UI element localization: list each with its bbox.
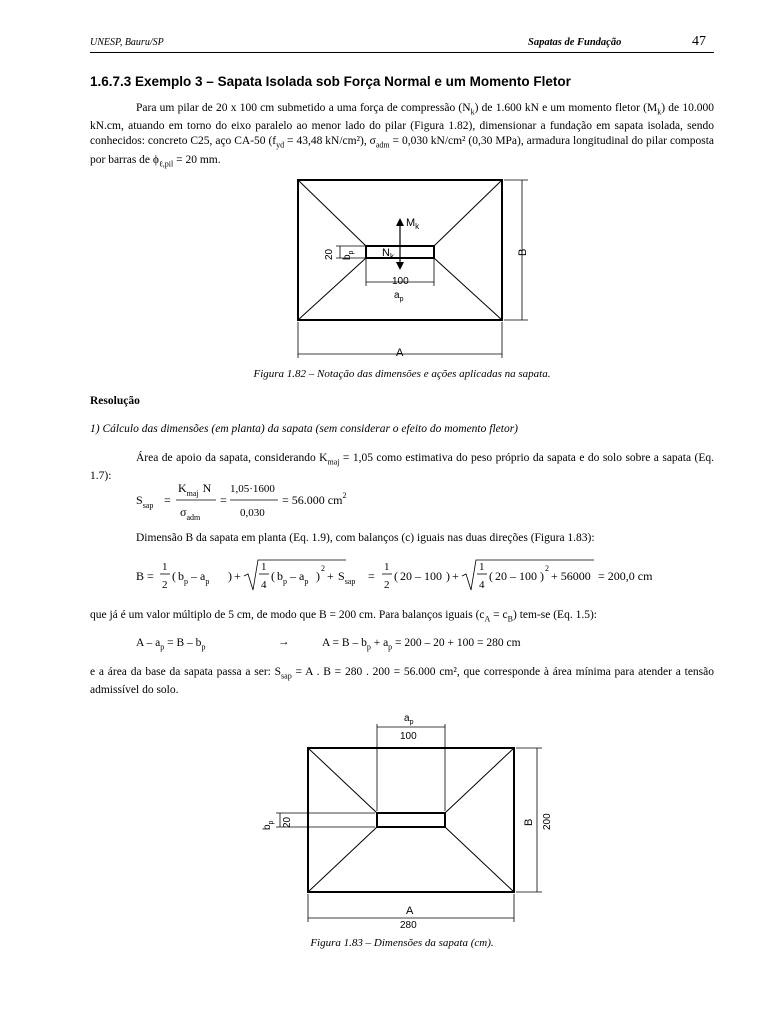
svg-text:20 – 100: 20 – 100 <box>400 569 442 583</box>
a-value-label: 280 <box>400 920 417 931</box>
equation-dimension-b <box>136 556 653 598</box>
svg-text:1: 1 <box>384 561 390 573</box>
dimension-a-label: A <box>396 347 404 359</box>
svg-text:(: ( <box>394 569 398 583</box>
svg-text:2: 2 <box>162 579 168 591</box>
svg-text:1,05·1600: 1,05·1600 <box>230 483 275 495</box>
svg-text:1: 1 <box>162 561 168 573</box>
header-rule <box>90 52 714 53</box>
moment-label: $M_k$ <box>406 217 420 231</box>
svg-text:+: + <box>327 569 334 583</box>
svg-text:+ 56000: + 56000 <box>551 569 591 583</box>
svg-text:=: = <box>220 493 227 507</box>
svg-text:4: 4 <box>261 579 267 591</box>
section-title: 1.6.7.3 Exemplo 3 – Sapata Isolada sob Força Normal e um Momento Fletor <box>90 74 571 89</box>
base-area-paragraph: e a área da base da sapata passa a ser: $S_{sap} = A$ . B = 280 . 200 = 56.000 cm², que corresponde à área mínima para atender a tensão admissível do solo. <box>90 666 715 697</box>
svg-text:20 – 100: 20 – 100 <box>495 569 537 583</box>
intro-paragraph: Para um pilar de 20 x 100 cm submetido a uma força de compressão $(N_k)$ de 1.600 kN e um momento fletor $(M_k)$ de 10.000 kN.cm, atuando em torno do eixo paralelo ao menor lado do pilar (Figura 1.82), dimensionar a fundação em sapata isolada, sendo conhecidos: concreto C25, aço CA-50 ($f_{yd} = 43,48$ kN/cm²), $\sigma_{adm} = 0,030$ kN/cm² (0,30 MPa), armadura longitudinal do pilar composta por barras de $\phi_{\ell,pil} = 20$ mm. <box>90 102 715 168</box>
area-paragraph: Área de apoio da sapata, considerando $K_{maj} = 1,05$ como estimativa do peso próprio da sapata e do solo sobre a sapata (Eq. 1.7): <box>90 452 714 483</box>
svg-text:1: 1 <box>479 561 485 573</box>
step-1-heading: 1) Cálculo das dimensões (em planta) da sapata (sem considerar o efeito do momento fletor) <box>90 423 518 435</box>
svg-text:4: 4 <box>479 579 485 591</box>
svg-text:(: ( <box>489 569 493 583</box>
page-number: 47 <box>692 34 706 49</box>
ap-value-label: 100 <box>400 731 417 742</box>
svg-text:): ) <box>316 569 320 583</box>
svg-text:Ssap: $S_{sap}$ <box>338 569 356 586</box>
svg-text:2: 2 <box>321 564 325 573</box>
bp-value-label: 20 <box>282 816 293 828</box>
svg-text:= 200,0 cm: = 200,0 cm <box>598 569 653 583</box>
svg-text:2: 2 <box>545 564 549 573</box>
svg-text:1: 1 <box>261 561 267 573</box>
dimension-b-label: B <box>517 248 529 256</box>
svg-text:= 56.000 cm2: = 56.000 $cm^2$ <box>282 491 347 507</box>
svg-text:2: 2 <box>384 579 390 591</box>
multiple-paragraph: que já é um valor múltiplo de 5 cm, de modo que B = 200 cm. Para balanços iguais $(c_A = c_B)$ tem-se (Eq. 1.5): <box>90 609 597 624</box>
a-label: A <box>406 905 414 917</box>
svg-text:+: + <box>234 569 241 583</box>
pillar-bp-label: $b_p$ <box>342 250 355 260</box>
svg-text:bp – ap: $b_p - a_p$ <box>178 569 210 586</box>
figure-1-83-diagram <box>250 710 560 932</box>
ap-label: $a_p$ <box>404 713 414 726</box>
svg-text:): ) <box>228 569 232 583</box>
svg-text:Ssap: $S_{sap}$ <box>136 493 154 510</box>
svg-text:bp – ap: $b_p - a_p$ <box>277 569 309 586</box>
svg-text:=: = <box>368 569 375 583</box>
figure-1-83-caption: Figura 1.83 – Dimensões da sapata (cm). <box>310 937 494 949</box>
svg-text:σadm: $\sigma_{adm}$ <box>180 505 201 522</box>
svg-text:0,030: 0,030 <box>240 507 265 519</box>
dimension-b-paragraph: Dimensão B da sapata em planta (Eq. 1.9), com balanços (c) iguais nas duas direções (Figura 1.83): <box>136 532 595 544</box>
svg-text:KmajN: $K_{maj}$ N <box>178 481 212 498</box>
svg-text:+: + <box>452 569 459 583</box>
pillar-ap-label: $a_p$ <box>394 290 404 303</box>
svg-text:(: ( <box>271 569 275 583</box>
footing-outline <box>308 748 514 892</box>
figure-1-82-diagram <box>290 172 540 362</box>
svg-text:B =: B = <box>136 569 154 583</box>
header-institution: UNESP, Bauru/SP <box>90 37 164 48</box>
header-chapter-title: Sapatas de Fundação <box>528 37 622 48</box>
svg-text:): ) <box>446 569 450 583</box>
b-value-label: 200 <box>542 813 553 830</box>
figure-1-82-caption: Figura 1.82 – Notação das dimensões e ações aplicadas na sapata. <box>253 368 551 380</box>
pillar-length-label: 100 <box>392 276 409 287</box>
equation-area <box>136 478 376 522</box>
b-label: B <box>523 818 535 826</box>
equation-arrow: → <box>278 636 290 648</box>
bp-label: $b_p$ <box>262 820 275 830</box>
equation-balances-right: $A = B - b_p + a_p = 200 - 20 + 100 = 280$ cm <box>322 637 521 652</box>
svg-text:): ) <box>540 569 544 583</box>
svg-text:=: = <box>164 493 171 507</box>
normal-force-label: $N_k$ <box>382 247 394 261</box>
pillar-section <box>377 813 445 827</box>
resolution-heading: Resolução <box>90 395 140 407</box>
svg-text:(: ( <box>172 569 176 583</box>
equation-balances-left: $A - a_p = B - b_p$ <box>136 637 206 652</box>
pillar-width-label: 20 <box>324 248 335 260</box>
